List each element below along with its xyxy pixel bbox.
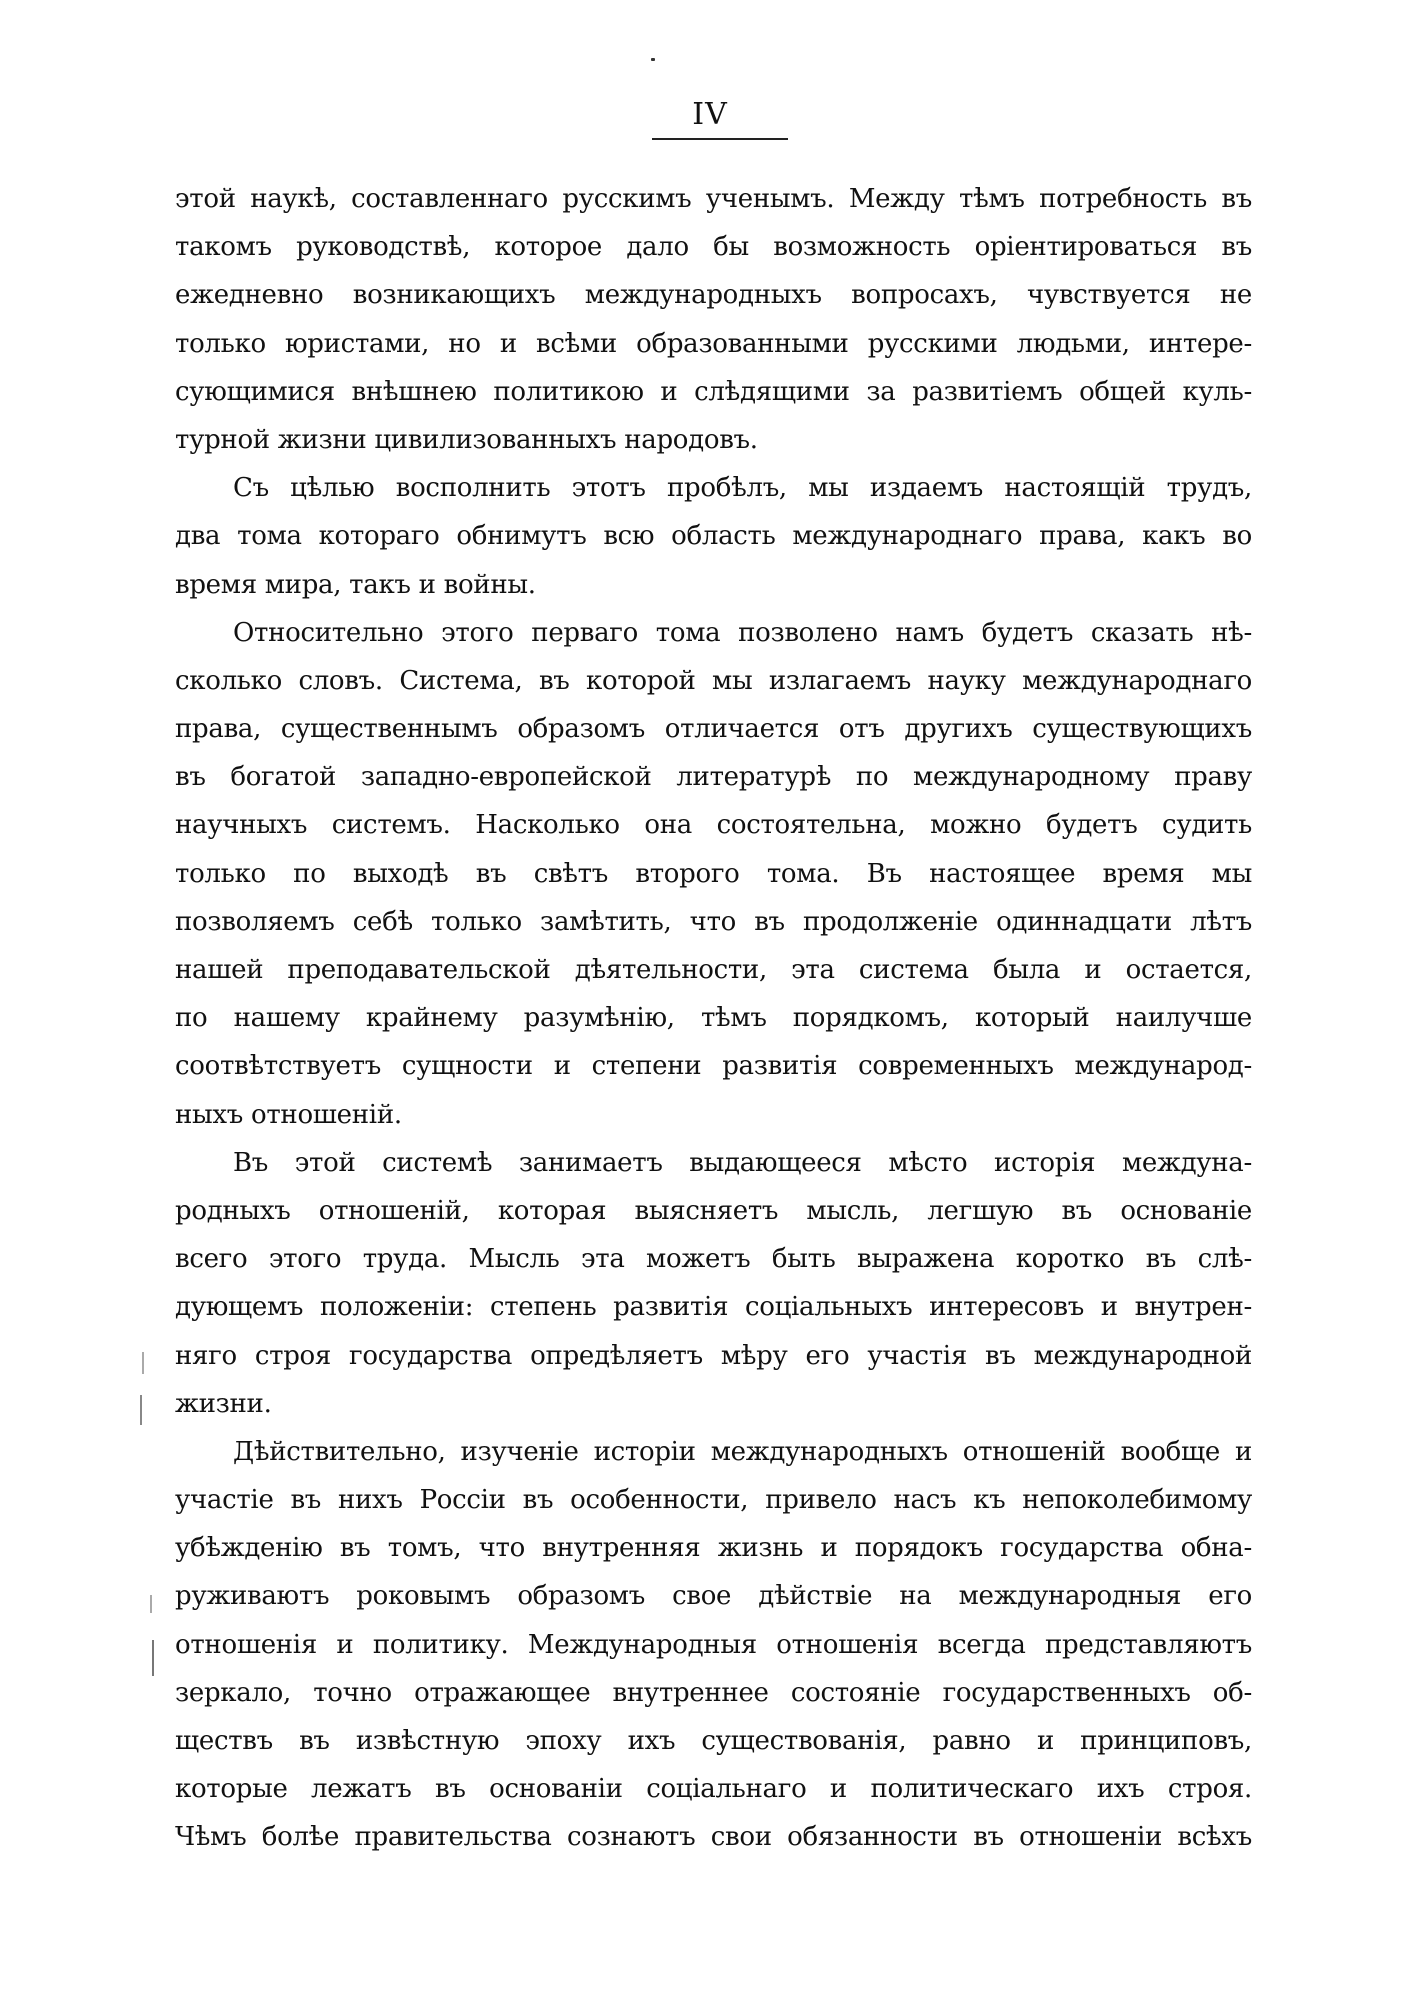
text-line: научныхъ системъ. Насколько она состоятельна, можно будетъ судить <box>175 810 1252 841</box>
text-line: жизни. <box>175 1388 272 1419</box>
text-line: дующемъ положеніи: степень развитія соціальныхъ интересовъ и внутрен- <box>175 1292 1252 1323</box>
text-line: по нашему крайнему разумѣнію, тѣмъ порядкомъ, который наилучше <box>175 1003 1252 1034</box>
text-line: участіе въ нихъ Россіи въ особенности, привело насъ къ непоколебимому <box>175 1485 1252 1516</box>
header-rule <box>652 138 788 140</box>
text-line: два тома котораго обнимутъ всю область международнаго права, какъ во <box>175 521 1252 552</box>
text-line: нашей преподавательской дѣятельности, эта система была и остается, <box>175 955 1252 985</box>
margin-mark <box>152 1640 154 1676</box>
text-line: Съ цѣлью восполнить этотъ пробѣлъ, мы издаемъ настоящій трудъ, <box>233 473 1252 504</box>
print-speck <box>651 58 655 61</box>
text-line: сующимися внѣшнею политикою и слѣдящими за развитіемъ общей куль- <box>175 376 1252 407</box>
text-line: Въ этой системѣ занимаетъ выдающееся мѣсто исторія междуна- <box>233 1147 1252 1178</box>
text-line: время мира, такъ и войны. <box>175 569 536 600</box>
text-line: этой наукѣ, составленнаго русскимъ ученымъ. Между тѣмъ потребность въ <box>175 184 1252 214</box>
text-line: которые лежатъ въ основаніи соціальнаго и политическаго ихъ строя. <box>175 1774 1252 1805</box>
text-line: соотвѣтствуетъ сущности и степени развитія современныхъ международ- <box>175 1051 1252 1082</box>
text-line: сколько словъ. Система, въ которой мы излагаемъ науку международнаго <box>175 665 1252 696</box>
page-number: IV <box>692 97 728 132</box>
text-line: зеркало, точно отражающее внутреннее состояніе государственныхъ об- <box>175 1677 1252 1708</box>
text-line: ныхъ отношеній. <box>175 1099 402 1130</box>
text-line: няго строя государства опредѣляетъ мѣру его участія въ международной <box>175 1340 1252 1371</box>
text-line: родныхъ отношеній, которая выясняетъ мысль, легшую въ основаніе <box>175 1195 1252 1226</box>
text-line: отношенія и политику. Международныя отношенія всегда представляютъ <box>175 1629 1252 1660</box>
text-line: убѣжденію въ томъ, что внутренняя жизнь и порядокъ государства обна- <box>175 1533 1252 1564</box>
text-line: Относительно этого перваго тома позволено намъ будетъ сказать нѣ- <box>233 617 1252 648</box>
text-line: такомъ руководствѣ, которое дало бы возможность оріентироваться въ <box>175 232 1252 263</box>
text-line: въ богатой западно-европейской литературѣ по международному праву <box>175 762 1252 793</box>
text-line: Дѣйствительно, изученіе исторіи международныхъ отношеній вообще и <box>233 1436 1252 1467</box>
text-line: турной жизни цивилизованныхъ народовъ. <box>175 424 758 455</box>
margin-mark <box>150 1595 152 1613</box>
text-line: права, существеннымъ образомъ отличается отъ другихъ существующихъ <box>175 714 1252 745</box>
text-line: ежедневно возникающихъ международныхъ вопросахъ, чувствуется не <box>175 280 1252 311</box>
body-text <box>175 175 1252 1862</box>
text-line: Чѣмъ болѣе правительства сознаютъ свои обязанности въ отношеніи всѣхъ <box>175 1822 1252 1853</box>
text-line: руживаютъ роковымъ образомъ свое дѣйствіе на международныя его <box>175 1581 1252 1612</box>
margin-mark <box>140 1395 142 1425</box>
text-line: позволяемъ себѣ только замѣтить, что въ продолженіе одиннадцати лѣтъ <box>175 906 1252 937</box>
text-line: ществъ въ извѣстную эпоху ихъ существованія, равно и принциповъ, <box>175 1726 1252 1756</box>
text-line: всего этого труда. Мысль эта можетъ быть выражена коротко въ слѣ- <box>175 1244 1252 1275</box>
text-line: только по выходѣ въ свѣтъ второго тома. Въ настоящее время мы <box>175 858 1252 889</box>
margin-mark <box>142 1352 144 1374</box>
text-line: только юристами, но и всѣми образованными русскими людьми, интере- <box>175 328 1252 359</box>
